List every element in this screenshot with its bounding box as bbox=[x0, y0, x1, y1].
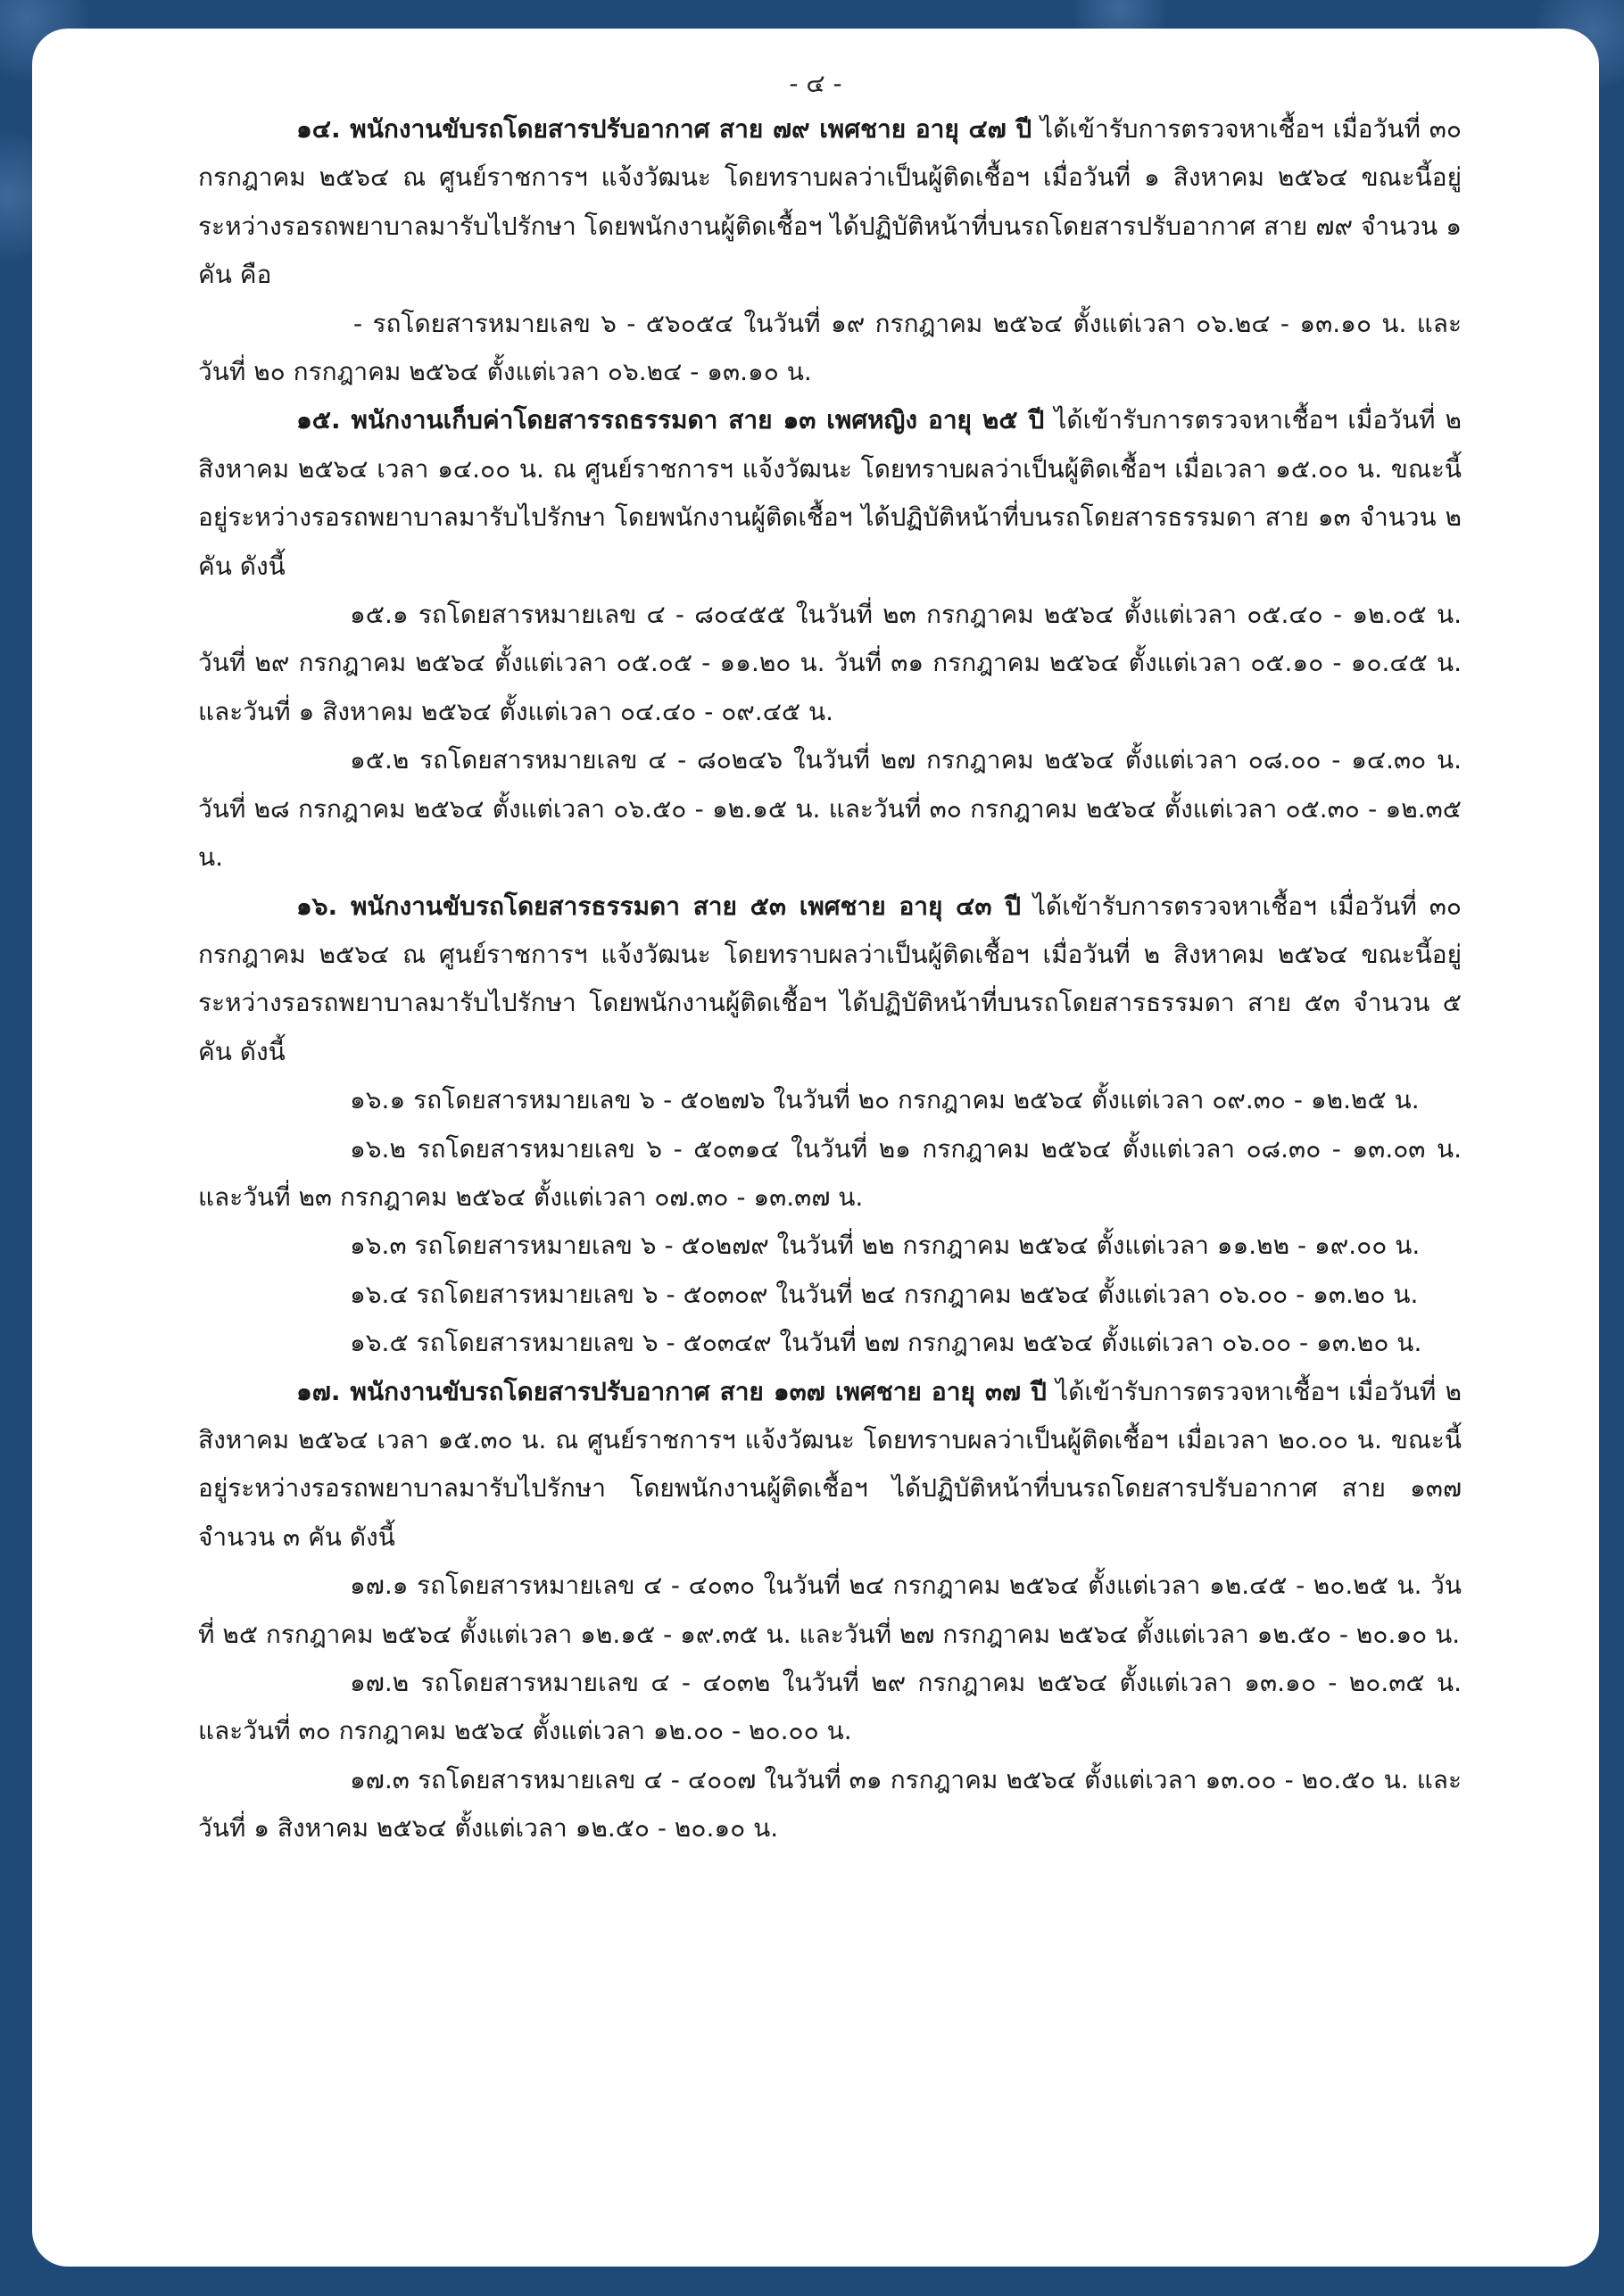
list-item: ๑๗.๑ รถโดยสารหมายเลข ๔ - ๔๐๓๐ ในวันที่ ๒๔ กรกฎาคม ๒๕๖๔ ตั้งแต่เวลา ๑๒.๔๕ - ๒๐.๒๕ น. วันที่ ๒๕ กรกฎาคม ๒๕๖๔ ตั้งแต่เวลา ๑๒.๑๕ - ๑๙.๓๕ น. และวันที่ ๒๗ กรกฎาคม ๒๕๖๔ ตั้งแต่เวลา ๑๒.๕๐ - ๒๐.๑๐ น. bbox=[198, 1571, 1462, 1649]
list-item: ๑๗.๒ รถโดยสารหมายเลข ๔ - ๔๐๓๒ ในวันที่ ๒๙ กรกฎาคม ๒๕๖๔ ตั้งแต่เวลา ๑๓.๑๐ - ๒๐.๓๕ น. และวันที่ ๓๐ กรกฎาคม ๒๕๖๔ ตั้งแต่เวลา ๑๒.๐๐ - ๒๐.๐๐ น. bbox=[198, 1668, 1462, 1746]
section-text: ได้เข้ารับการตรวจหาเชื้อฯ เมื่อวันที่ ๒ สิงหาคม ๒๕๖๔ เวลา ๑๕.๓๐ น. ณ ศูนย์ราชการฯ แจ้งวัฒนะ โดยทราบผลว่าเป็นผู้ติดเชื้อฯ เมื่อเวลา ๒๐.๐๐ น. ขณะนี้อยู่ระหว่างรอรถพยาบาลมารับไปรักษา โดยพนักงานผู้ติดเชื้อฯ ได้ปฏิบัติหน้าที่บนรถโดยสารปรับอากาศ สาย ๑๓๗ จำนวน ๓ คัน ดังนี้ bbox=[198, 1376, 1462, 1552]
section-paragraph bbox=[198, 1368, 1462, 1562]
list-item: ๑๖.๔ รถโดยสารหมายเลข ๖ - ๕๐๓๐๙ ในวันที่ ๒๔ กรกฎาคม ๒๕๖๔ ตั้งแต่เวลา ๐๖.๐๐ - ๑๓.๒๐ น. bbox=[350, 1279, 1419, 1309]
document-body bbox=[198, 105, 1462, 1853]
section-heading: ๑๔. พนักงานขับรถโดยสารปรับอากาศ สาย ๗๙ เพศชาย อายุ ๔๗ ปี bbox=[296, 114, 1032, 144]
list-item: ๑๖.๑ รถโดยสารหมายเลข ๖ - ๕๐๒๗๖ ในวันที่ ๒๐ กรกฎาคม ๒๕๖๔ ตั้งแต่เวลา ๐๙.๓๐ - ๑๒.๒๕ น. bbox=[350, 1085, 1420, 1115]
list-item: ๑๕.๑ รถโดยสารหมายเลข ๔ - ๘๐๔๕๕ ในวันที่ ๒๓ กรกฎาคม ๒๕๖๔ ตั้งแต่เวลา ๐๕.๔๐ - ๑๒.๐๕ น. วันที่ ๒๙ กรกฎาคม ๒๕๖๔ ตั้งแต่เวลา ๐๕.๐๕ - ๑๑.๒๐ น. วันที่ ๓๑ กรกฎาคม ๒๕๖๔ ตั้งแต่เวลา ๐๕.๑๐ - ๑๐.๔๕ น. และวันที่ ๑ สิงหาคม ๒๕๖๔ ตั้งแต่เวลา ๐๔.๔๐ - ๐๙.๔๕ น. bbox=[198, 600, 1462, 726]
section-text: ได้เข้ารับการตรวจหาเชื้อฯ เมื่อวันที่ ๒ สิงหาคม ๒๕๖๔ เวลา ๑๔.๐๐ น. ณ ศูนย์ราชการฯ แจ้งวัฒนะ โดยทราบผลว่าเป็นผู้ติดเชื้อฯ เมื่อเวลา ๑๕.๐๐ น. ขณะนี้อยู่ระหว่างรอรถพยาบาลมารับไปรักษา โดยพนักงานผู้ติดเชื้อฯ ได้ปฏิบัติหน้าที่บนรถโดยสารธรรมดา สาย ๑๓ จำนวน ๒ คัน ดังนี้ bbox=[198, 405, 1462, 581]
list-item: ๑๖.๕ รถโดยสารหมายเลข ๖ - ๕๐๓๔๙ ในวันที่ ๒๗ กรกฎาคม ๒๕๖๔ ตั้งแต่เวลา ๐๖.๐๐ - ๑๓.๒๐ น. bbox=[350, 1328, 1422, 1358]
section-heading: ๑๕. พนักงานเก็บค่าโดยสารรถธรรมดา สาย ๑๓ เพศหญิง อายุ ๒๕ ปี bbox=[296, 405, 1045, 435]
section-heading: ๑๗. พนักงานขับรถโดยสารปรับอากาศ สาย ๑๓๗ เพศชาย อายุ ๓๗ ปี bbox=[296, 1376, 1047, 1406]
page-number: - ๔ - bbox=[789, 69, 842, 98]
section-heading: ๑๖. พนักงานขับรถโดยสารธรรมดา สาย ๕๓ เพศชาย อายุ ๔๓ ปี bbox=[296, 891, 1022, 921]
list-item: ๑๕.๒ รถโดยสารหมายเลข ๔ - ๘๐๒๔๖ ในวันที่ ๒๗ กรกฎาคม ๒๕๖๔ ตั้งแต่เวลา ๐๘.๐๐ - ๑๔.๓๐ น. วันที่ ๒๘ กรกฎาคม ๒๕๖๔ ตั้งแต่เวลา ๐๖.๕๐ - ๑๒.๑๕ น. และวันที่ ๓๐ กรกฎาคม ๒๕๖๔ ตั้งแต่เวลา ๐๕.๓๐ - ๑๒.๓๕ น. bbox=[198, 745, 1462, 873]
list-item: ๑๗.๓ รถโดยสารหมายเลข ๔ - ๔๐๐๗ ในวันที่ ๓๑ กรกฎาคม ๒๕๖๔ ตั้งแต่เวลา ๑๓.๐๐ - ๒๐.๕๐ น. และวันที่ ๑ สิงหาคม ๒๕๖๔ ตั้งแต่เวลา ๑๒.๕๐ - ๒๐.๑๐ น. bbox=[198, 1764, 1462, 1844]
list-item: ๑๖.๒ รถโดยสารหมายเลข ๖ - ๕๐๓๑๔ ในวันที่ ๒๑ กรกฎาคม ๒๕๖๔ ตั้งแต่เวลา ๐๘.๓๐ - ๑๓.๐๓ น. และวันที่ ๒๓ กรกฎาคม ๒๕๖๔ ตั้งแต่เวลา ๐๗.๓๐ - ๑๓.๓๗ น. bbox=[198, 1133, 1462, 1212]
section-paragraph bbox=[198, 396, 1462, 591]
list-item: ๑๖.๓ รถโดยสารหมายเลข ๖ - ๕๐๒๗๙ ในวันที่ ๒๒ กรกฎาคม ๒๕๖๔ ตั้งแต่เวลา ๑๑.๒๒ - ๑๙.๐๐ น. bbox=[350, 1231, 1421, 1261]
section-paragraph bbox=[198, 105, 1462, 300]
document-page bbox=[32, 29, 1599, 2267]
section-text: ได้เข้ารับการตรวจหาเชื้อฯ เมื่อวันที่ ๓๐ กรกฎาคม ๒๕๖๔ ณ ศูนย์ราชการฯ แจ้งวัฒนะ โดยทราบผลว่าเป็นผู้ติดเชื้อฯ เมื่อวันที่ ๒ สิงหาคม ๒๕๖๔ ขณะนี้อยู่ระหว่างรอรถพยาบาลมารับไปรักษา โดยพนักงานผู้ติดเชื้อฯ ได้ปฏิบัติหน้าที่บนรถโดยสารธรรมดา สาย ๕๓ จำนวน ๕ คัน ดังนี้ bbox=[198, 891, 1462, 1066]
list-item: - รถโดยสารหมายเลข ๖ - ๕๖๐๕๔ ในวันที่ ๑๙ กรกฎาคม ๒๕๖๔ ตั้งแต่เวลา ๐๖.๒๔ - ๑๓.๑๐ น. และวันที่ ๒๐ กรกฎาคม ๒๕๖๔ ตั้งแต่เวลา ๐๖.๒๔ - ๑๓.๑๐ น. bbox=[198, 308, 1462, 387]
section-text: ได้เข้ารับการตรวจหาเชื้อฯ เมื่อวันที่ ๓๐ กรกฎาคม ๒๕๖๔ ณ ศูนย์ราชการฯ แจ้งวัฒนะ โดยทราบผลว่าเป็นผู้ติดเชื้อฯ เมื่อวันที่ ๑ สิงหาคม ๒๕๖๔ ขณะนี้อยู่ระหว่างรอรถพยาบาลมารับไปรักษา โดยพนักงานผู้ติดเชื้อฯ ได้ปฏิบัติหน้าที่บนรถโดยสารปรับอากาศ สาย ๗๙ จำนวน ๑ คัน คือ bbox=[198, 114, 1462, 290]
section-paragraph bbox=[198, 883, 1462, 1077]
